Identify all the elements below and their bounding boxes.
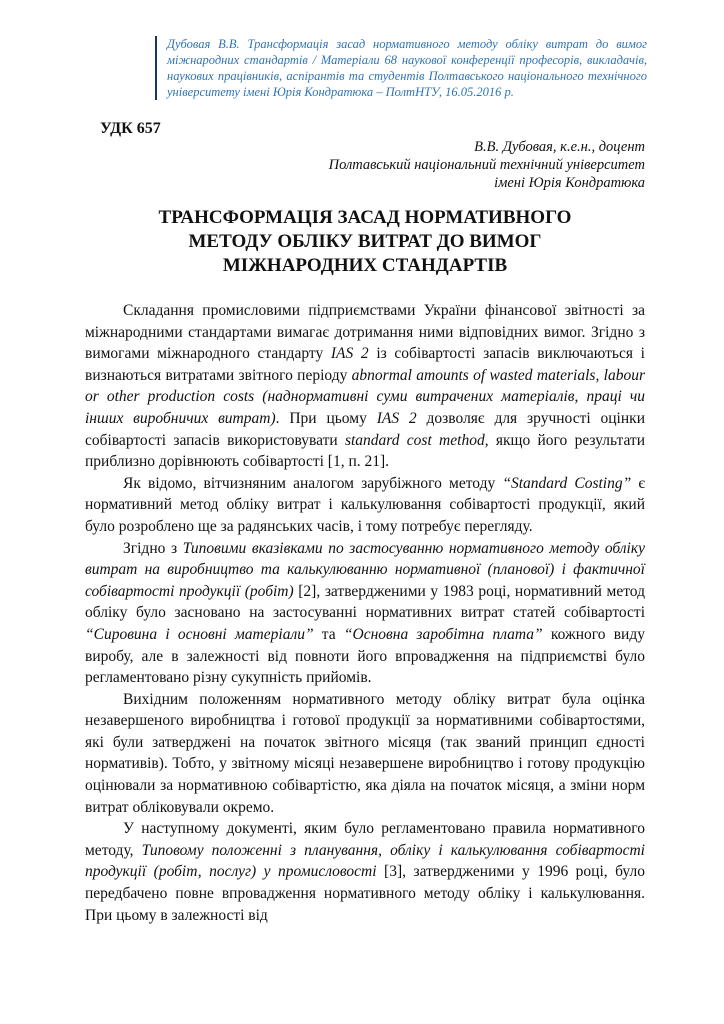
text-run: із собівартості запасів виключаються і визнаються витратами звітного періоду: [85, 345, 645, 384]
text-run: дозволяє для зручності оцінки собівартості запасів використовувати: [85, 409, 645, 449]
text-run: [2], затвердженими у 1983 році, нормативний метод обліку було засновано на застосуванні нормативних витрат статей собівартості: [85, 582, 645, 622]
text-run-italic: Типовими вказівками по застосуванню нормативного методу обліку витрат на виробництво та калькулюванню нормативної (планової) і фактичної собівартості продукції (робіт): [85, 539, 645, 600]
paragraph: [85, 300, 645, 473]
text-run: У наступному документі, яким було регламентовано правила нормативного методу,: [85, 820, 645, 859]
text-run-italic: “Сировина і основні матеріали”: [85, 625, 314, 643]
text-run-italic: Типовому положенні з планування, обліку і калькулювання собівартості продукції (робіт, послуг) у промисловості: [85, 841, 645, 881]
page-title: [85, 206, 645, 278]
text-run: [3], затвердженими у 1996 році, було передбачено повне впровадження нормативного методу обліку і калькулювання. При цьому в залежності від: [85, 863, 645, 924]
text-run: є нормативний метод обліку витрат і калькулювання собівартості продукції, який було розроблено ще за радянських часів, і тому потребує перегляду.: [85, 474, 645, 535]
text-run: Складання промисловими підприємствами України фінансової звітності за міжнародними стандартами вимагає дотримання ними відповідних вимог. Згідно з вимогами міжнародного стандарту: [85, 302, 645, 363]
text-run-italic: IAS 2: [330, 345, 369, 363]
text-run: Згідно з: [123, 539, 183, 557]
text-run-italic: “Standard Costing”: [502, 474, 632, 492]
text-run-italic: “Основна заробітна плата”: [343, 625, 543, 643]
text-run: Вихідним положенням нормативного методу обліку витрат була оцінка незавершеного виробництва і готової продукції за нормативними собівартостями, які були затверджені на початок звітного місяця (так званий принцип єдності нормативів). Тобто, у звітному місяці незавершене виробництво і готову продукцію оцінювали за нормативною собівартістю, яка діяла на початок місяця, а зміни норм витрат обліковували окремо.: [85, 690, 645, 816]
text-run: . При цьому: [275, 409, 377, 427]
udc-label: УДК 657: [100, 120, 161, 137]
text-run: кожного виду виробу, але в залежності від повноти його впровадження на підприємстві було регламентовано різну сукупність прийомів.: [85, 625, 645, 687]
citation-block: [155, 36, 647, 100]
document-body: [85, 300, 645, 926]
text-run-italic: abnormal amounts of wasted materials, labour or other production costs (наднормативні суми витрачених матеріалів, праці чи інших виробничих витрат): [85, 366, 645, 427]
text-run-italic: IAS 2: [376, 409, 417, 427]
text-run: та: [313, 625, 344, 643]
author-block: [85, 138, 645, 192]
page-title-line-3: МІЖНАРОДНИХ СТАНДАРТІВ: [222, 255, 508, 276]
citation-left-bar: [155, 36, 157, 100]
author-line-3: імені Юрія Кондратюка: [494, 175, 645, 191]
page-title-line-2: МЕТОДУ ОБЛІКУ ВИТРАТ ДО ВИМОГ: [188, 231, 542, 252]
page-title-line-1: ТРАНСФОРМАЦІЯ ЗАСАД НОРМАТИВНОГО: [158, 207, 572, 228]
author-line-1: В.В. Дубовая, к.е.н., доцент: [474, 139, 645, 155]
citation-text: Дубовая В.В. Трансформація засад нормативного методу обліку витрат до вимог міжнародних стандартів / Матеріали 68 наукової конференції професорів, викладачів, наукових працівників, аспірантів та студентів Полтавського національного технічного університету імені Юрія Кондратюка – ПолтНТУ, 16.05.2016 р.: [167, 37, 647, 99]
paragraph: [85, 818, 645, 926]
text-run: Як відомо, вітчизняним аналогом зарубіжного методу: [123, 474, 503, 492]
paragraph: [85, 473, 645, 538]
text-run-italic: standard cost method: [344, 431, 485, 449]
author-line-2: Полтавський національний технічний університет: [328, 157, 645, 173]
paragraph: [85, 689, 645, 819]
text-run: , якщо його результати приблизно дорівнюють собівартості [1, п. 21].: [85, 431, 645, 471]
paragraph: [85, 538, 645, 689]
